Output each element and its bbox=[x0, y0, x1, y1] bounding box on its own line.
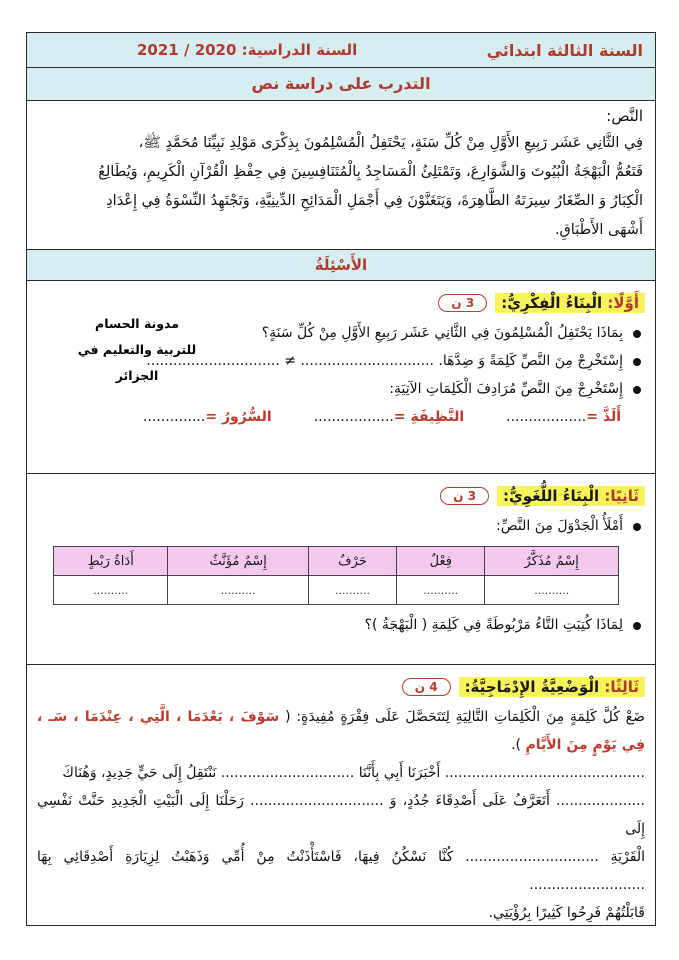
activity-line: الْقَرْيَةِ .............................. كُنَّا نَسْكُنُ فِيهَا، فَاسْتَأْذَنْتُ مِنْ أُمِّي وَذَهَبْتُ لِزِيَارَةِ أَصْدِقَائِي بِهَا .......................... bbox=[37, 849, 645, 893]
table-cell[interactable]: .......... bbox=[54, 576, 168, 605]
blog-line: مدونة الحسام bbox=[95, 316, 179, 331]
text-section bbox=[27, 101, 655, 250]
text-line: فَتَعُمُّ الْبَهْجَةُ الْبُيُوتَ وَالشَّوَارِعَ، وَتَمْتَلِئُ الْمَسَاجِدُ بِالْمُتَنَافِسِينَ فِي حِفْظِ الْقُرْآنِ الْكَرِيمِ، وَيُطَالِعُ bbox=[98, 164, 643, 180]
synonym-row bbox=[37, 403, 645, 431]
table-header: فِعْلٌ bbox=[397, 547, 485, 576]
activity-line: قَابَلْتُهُمْ فَرِحُوا كَثِيرًا بِرُؤْيَتِي. bbox=[488, 905, 645, 921]
questions-heading: الأَسْئِلَةُ bbox=[27, 250, 655, 281]
table-header: أَدَاةُ رَبْطٍ bbox=[54, 547, 168, 576]
synonym-word: النَّظِيفَةِ = bbox=[393, 409, 465, 425]
section-comprehension bbox=[27, 281, 655, 474]
points-badge: 3 ن bbox=[440, 487, 489, 505]
points-badge: 3 ن bbox=[438, 294, 487, 312]
grade-level: السنة الثالثة ابتدائي bbox=[486, 41, 643, 60]
text-label: النَّص: bbox=[606, 107, 643, 125]
table-cell[interactable]: .......... bbox=[168, 576, 308, 605]
answer-blank: .................. bbox=[313, 409, 394, 425]
activity-line: .................... أَتَعَرَّفُ عَلَى أَصْدِقَاءَ جُدُدٍ، وَ .............................. رَحَلْنَا إِلَى الْبَيْتِ الْجَدِيدِ حَنَّتْ نَفْسِي إِلَى bbox=[37, 793, 645, 837]
question-item: إِسْتَخْرِجْ مِنَ النَّصِّ مُرَادِفَ الْكَلِمَاتِ الآتِيَةِ: bbox=[37, 375, 645, 403]
table-header: حَرْفٌ bbox=[308, 547, 396, 576]
synonym-item bbox=[143, 403, 272, 431]
answer-blank: .............. bbox=[143, 409, 206, 425]
table-cell[interactable]: .......... bbox=[308, 576, 396, 605]
school-year: السنة الدراسية: 2020 / 2021 bbox=[137, 41, 358, 59]
worksheet bbox=[26, 32, 656, 926]
synonym-word: أَلَذَّ = bbox=[586, 409, 621, 425]
section-title bbox=[459, 677, 645, 697]
section-number: أَوَّلًا: bbox=[607, 294, 639, 312]
synonym-item bbox=[314, 403, 464, 431]
section-name: الْبِنَاءُ اللُّغَوِيُّ: bbox=[503, 487, 600, 505]
reading-text bbox=[37, 129, 643, 245]
points-badge: 4 ن bbox=[402, 678, 451, 696]
section-title bbox=[495, 293, 645, 313]
worksheet-title: التدرب على دراسة نص bbox=[27, 68, 655, 101]
instruction-line bbox=[37, 703, 645, 759]
question-item: بِمَاذَا يَحْتَفِلُ الْمُسْلِمُونَ فِي الثَّانِي عَشَر رَبِيعِ الأَوَّلِ مِنْ كُلِّ سَنَةٍ؟ bbox=[37, 319, 645, 347]
synonym-word: السُّرُورُ = bbox=[205, 409, 272, 425]
table-cell[interactable]: .......... bbox=[397, 576, 485, 605]
instruction: ضَعْ كُلَّ كَلِمَةٍ مِنَ الْكَلِمَاتِ التَّالِيَةِ لِتَتَحَصَّلَ عَلَى فِقْرَةٍ مُفِيدَةٍ: ( bbox=[285, 709, 645, 725]
question-item: إِسْتَخْرِجْ مِنَ النَّصِّ كَلِمَةً وَ ضِدَّهَا. .............................. ≠ .............................. bbox=[37, 347, 645, 375]
section-language bbox=[27, 474, 655, 665]
section-number: ثَالِثًا: bbox=[604, 678, 639, 696]
blog-line: الجزائر bbox=[115, 368, 159, 383]
word-bank: سَوْفَ ، بَعْدَمَا ، الَّتِي ، عِنْدَمَا ، سَـ ، فِي يَوْمٍ مِنَ الأَيَّامِ bbox=[37, 709, 645, 753]
question-item: لِمَاذَا كُتِبَتِ التَّاءُ مَرْبُوطَةً فِي كَلِمَةِ ( الْبَهْجَةُ )؟ bbox=[37, 611, 645, 639]
text-line: الْكِبَارُ وَ الصِّغَارُ سِيرَتَهُ الطَّاهِرَةَ، وَيَتَغَنَّوْنَ فِي أَجْمَلِ الْمَدَائِحِ الدِّينِيَّةِ، وَتَجْتَهِدُ النِّسْوَةُ فِي إِعْدَادِ bbox=[106, 193, 643, 209]
activity-line: ............................................. أَخْبَرَنَا أَبِي بِأَنَّنَا .............................. نَنْتَقِلُ إِلَى حَيٍّ جَدِيدٍ، وَهُنَاكَ bbox=[62, 765, 645, 781]
text-line: فِي الثَّانِي عَشَر رَبِيعِ الأَوَّلِ مِنْ كُلِّ سَنَةٍ، يَحْتَفِلُ الْمُسْلِمُونَ بِذِكْرَى مَوْلِدِ نَبِيِّنَا مُحَمَّدٍ ﷺ، bbox=[138, 135, 643, 151]
question-item: أَمْلَأُ الْجَدْوَلَ مِنَ النَّصِّ: bbox=[37, 512, 645, 540]
grammar-table bbox=[53, 546, 619, 605]
table-header: إِسْمٌ مُذَكَّرٌ bbox=[485, 547, 619, 576]
section-number: ثَانِيًا: bbox=[604, 487, 639, 505]
text-line: أَشْهَى الأَطْبَاقِ. bbox=[554, 222, 643, 238]
header-band bbox=[27, 33, 655, 68]
section-title bbox=[497, 486, 645, 506]
table-row bbox=[54, 576, 619, 605]
section-integration bbox=[27, 665, 655, 933]
table-header: إِسْمٌ مُؤَنَّثٌ bbox=[168, 547, 308, 576]
synonym-item bbox=[506, 403, 621, 431]
section-header bbox=[37, 671, 645, 703]
section-header bbox=[37, 480, 645, 512]
section-name: الْوَضْعِيَّةُ الإِدْمَاجِيَّةُ: bbox=[464, 678, 600, 696]
section-name: الْبِنَاءُ الْفِكْرِيُّ: bbox=[501, 294, 603, 312]
answer-blank: .................. bbox=[506, 409, 587, 425]
table-cell[interactable]: .......... bbox=[485, 576, 619, 605]
table-header-row bbox=[54, 547, 619, 576]
instruction-end: ). bbox=[511, 737, 522, 753]
activity-text bbox=[37, 703, 645, 927]
blog-line: للتربية والتعليم في bbox=[77, 342, 197, 357]
